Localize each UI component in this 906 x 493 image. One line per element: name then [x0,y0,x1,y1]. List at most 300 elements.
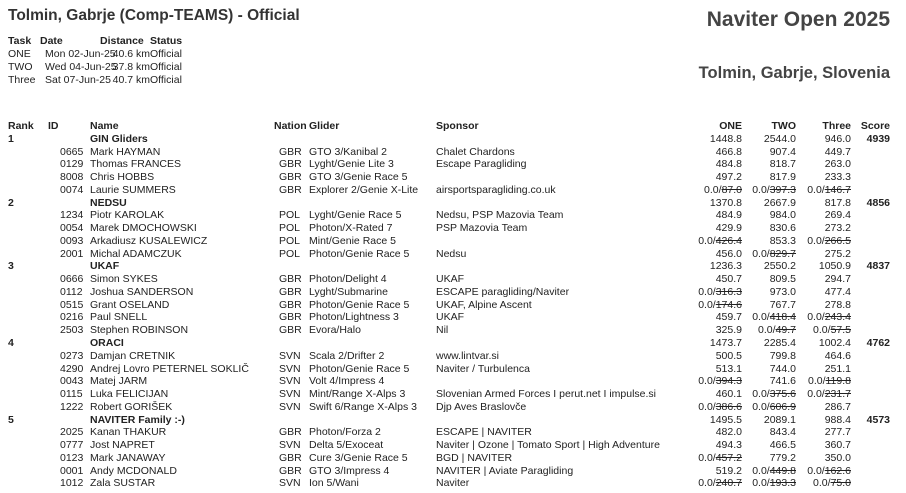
team-score: 4573 [866,413,890,426]
pilot-task-two-discarded: 375.6 [769,388,796,401]
pilot-task-two-discarded: 449.8 [769,464,796,477]
pilot-nation: GBR [279,145,302,158]
pilot-task-two [770,452,796,465]
pilot-row [0,324,906,337]
pilot-task-three [825,158,851,171]
pilot-row [0,363,906,376]
pilot-name: Andy MCDONALD [90,464,177,477]
pilot-task-three-value: 464.6 [824,349,851,362]
task-distance: 40.6 km [112,48,150,60]
pilot-sponsor: Slovenian Armed Forces I perut.net I impulse.si [436,388,657,401]
pilot-sponsor: Nedsu, PSP Mazovia Team [436,209,564,222]
team-rank: 3 [8,260,14,273]
pilot-task-two-value: 0.0/ [752,477,770,490]
pilot-glider: Cure 3/Genie Race 5 [309,451,408,464]
pilot-task-two-value: 984.0 [769,209,796,222]
pilot-name: Joshua SANDERSON [90,285,194,298]
pilot-nation: SVN [279,362,301,375]
team-rank: 4 [8,337,14,350]
pilot-task-three [807,311,851,324]
pilot-nation: GBR [279,273,302,286]
pilot-name: Stephen ROBINSON [90,324,189,337]
pilot-task-one [716,222,742,235]
pilot-row [0,286,906,299]
pilot-row [0,311,906,324]
pilot-task-two [770,273,796,286]
header-sponsor: Sponsor [436,120,479,132]
pilot-row [0,388,906,401]
pilot-task-two-value: 744.0 [769,362,796,375]
pilot-sponsor: Naviter [436,477,470,490]
team-name: ORACI [90,337,124,350]
pilot-id: 0273 [60,349,84,362]
pilot-task-one [698,477,742,490]
pilot-row [0,184,906,197]
pilot-task-two-value: 0.0/ [752,400,770,413]
pilot-row [0,299,906,312]
pilot-task-two-value: 799.8 [769,349,796,362]
pilot-nation: GBR [279,324,302,337]
pilot-id: 1222 [60,400,84,413]
pilot-task-one-discarded: 174.6 [715,298,742,311]
pilot-task-two [770,209,796,222]
task-task: TWO [8,61,33,73]
pilot-id: 0054 [60,222,84,235]
pilot-glider: Evora/Halo [309,324,361,337]
competition-name: Naviter Open 2025 [706,8,890,31]
pilot-nation: SVN [279,349,301,362]
pilot-nation: POL [279,222,301,235]
team-task-two: 2285.4 [763,337,796,350]
pilot-task-one [716,273,742,286]
pilot-nation: POL [279,247,301,260]
pilot-task-three-discarded: 146.7 [824,183,851,196]
pilot-nation: GBR [279,311,302,324]
pilot-glider: Photon/Genie Race 5 [309,362,410,375]
pilot-task-two [770,299,796,312]
pilot-task-three [825,286,851,299]
pilot-glider: Volt 4/Impress 4 [309,375,385,388]
pilot-task-one [698,401,742,414]
pilot-task-one-discarded: 240.7 [715,477,742,490]
pilot-task-two [770,171,796,184]
pilot-task-three-value: 0.0/ [807,375,826,388]
pilot-task-three [825,273,851,286]
pilot-nation: POL [279,209,301,222]
pilot-task-one-value: 456.0 [715,247,742,260]
pilot-task-three-value: 0.0/ [813,477,831,490]
team-row [0,260,906,273]
task-date: Mon 02-Jun-25 [45,48,116,60]
pilot-sponsor: Naviter | Ozone | Tomato Sport | High Adventure [436,439,660,452]
pilot-row [0,146,906,159]
pilot-task-one [716,171,742,184]
team-task-one: 1370.8 [709,196,742,209]
pilot-id: 0115 [60,388,83,401]
pilot-glider: Swift 6/Range X-Alps 3 [309,400,417,413]
pilot-task-one-value: 429.9 [715,222,742,235]
pilot-name: Chris HOBBS [90,171,155,184]
pilot-task-three-discarded: 75.0 [830,477,851,490]
pilot-task-one [716,363,742,376]
team-row [0,197,906,210]
pilot-row [0,465,906,478]
pilot-name: Matej JARM [90,375,148,388]
pilot-task-three [807,235,851,248]
team-task-three: 946.0 [824,132,851,145]
pilot-task-three-discarded: 162.6 [824,464,851,477]
pilot-task-one [716,465,742,478]
pilot-sponsor: airsportsparagliding.co.uk [436,183,556,196]
pilot-task-one [716,158,742,171]
pilot-sponsor: Djp Aves Braslovče [436,400,527,413]
pilot-row [0,375,906,388]
pilot-task-three-value: 350.0 [824,451,851,464]
pilot-task-two [752,401,796,414]
pilot-task-two [770,235,796,248]
pilot-row [0,477,906,490]
pilot-row [0,439,906,452]
pilot-nation: GBR [279,158,302,171]
pilot-task-three [813,324,851,337]
pilot-id: 1234 [60,209,84,222]
pilot-id: 0112 [60,285,83,298]
pilot-glider: Lyght/Submarine [309,285,388,298]
pilot-task-one-discarded: 87.0 [721,183,742,196]
pilot-glider: Explorer 2/Genie X-Lite [309,183,419,196]
pilot-task-one [716,426,742,439]
pilot-nation: GBR [279,426,302,439]
pilot-row [0,222,906,235]
task-task: ONE [8,48,31,60]
pilot-id: 0666 [60,273,84,286]
task-distance: 40.7 km [112,74,150,86]
pilot-sponsor: BGD | NAVITER [436,451,513,464]
pilot-task-two [758,324,796,337]
pilot-task-one-discarded: 394.3 [715,375,742,388]
pilot-id: 0123 [60,451,84,464]
pilot-task-three-discarded: 119.8 [825,375,851,388]
pilot-task-three [825,452,851,465]
team-rank: 2 [8,196,14,209]
pilot-task-one [698,299,742,312]
pilot-sponsor: ESCAPE | NAVITER [436,426,532,439]
pilot-name: Mark HAYMAN [90,145,161,158]
team-task-one: 1448.8 [709,132,742,145]
pilot-task-three-value: 449.7 [824,145,851,158]
pilot-task-one-value: 459.7 [715,311,742,324]
pilot-glider: GTO 3/Kanibal 2 [309,145,388,158]
pilot-glider: GTO 3/Impress 4 [309,464,390,477]
pilot-task-one-value: 484.8 [715,158,742,171]
pilot-row [0,350,906,363]
pilot-task-two-value: 830.6 [769,222,796,235]
pilot-nation: SVN [279,477,301,490]
pilot-nation: GBR [279,285,302,298]
pilot-task-one [698,235,742,248]
pilot-name: Zala SUSTAR [90,477,156,490]
pilot-row [0,235,906,248]
pilot-task-three-value: 278.8 [824,298,851,311]
pilot-glider: Scala 2/Drifter 2 [309,349,385,362]
pilot-task-one-value: 500.5 [715,349,742,362]
pilot-task-three [825,426,851,439]
pilot-sponsor: NAVITER | Aviate Paragliding [436,464,574,477]
pilot-name: Michal ADAMCZUK [90,247,182,260]
pilot-task-three [807,388,851,401]
pilot-task-two-value: 0.0/ [752,388,770,401]
pilot-task-one-value: 0.0/ [698,477,716,490]
pilot-task-one [698,286,742,299]
pilot-task-one [716,209,742,222]
pilot-task-two-discarded: 397.3 [769,183,796,196]
pilot-task-three-value: 233.3 [824,171,851,184]
pilot-task-three [825,171,851,184]
team-name: UKAF [90,260,120,273]
pilot-task-three-discarded: 57.5 [830,324,851,337]
pilot-glider: Photon/Delight 4 [309,273,387,286]
pilot-task-one-value: 0.0/ [698,375,716,388]
team-rank: 5 [8,413,14,426]
pilot-task-two [752,311,796,324]
pilot-id: 8008 [60,171,84,184]
team-task-one: 1236.3 [709,260,742,273]
pilot-task-three-value: 263.0 [824,158,851,171]
pilot-task-two-value: 809.5 [769,273,796,286]
pilot-task-one [716,248,742,261]
pilot-glider: Delta 5/Exoceat [309,439,384,452]
pilot-id: 0216 [60,311,84,324]
pilot-id: 0777 [60,439,84,452]
pilot-id: 2025 [60,426,84,439]
pilot-task-two-value: 843.4 [769,426,796,439]
pilot-task-two-discarded: 829.7 [769,247,796,260]
pilot-task-one-value: 0.0/ [698,451,716,464]
pilot-task-one-value: 513.1 [715,362,742,375]
pilot-task-three-value: 0.0/ [807,464,825,477]
pilot-task-one-discarded: 426.4 [715,234,742,247]
pilot-sponsor: www.lintvar.si [436,349,500,362]
pilot-task-two [752,465,796,478]
pilot-row [0,426,906,439]
pilot-task-three [825,350,851,363]
pilot-task-one [716,324,742,337]
pilot-row [0,401,906,414]
pilot-task-two-value: 853.3 [769,234,796,247]
team-task-three: 1050.9 [818,260,851,273]
pilot-id: 0129 [60,158,84,171]
task-header-task: Task [8,35,32,47]
header-score: Score [860,120,890,132]
pilot-name: Andrej Lovro PETERNEL SOKLIČ [90,362,249,375]
pilot-task-two-value: 0.0/ [752,247,770,260]
pilot-task-three [825,401,851,414]
pilot-id: 1012 [60,477,84,490]
pilot-sponsor: UKAF, Alpine Ascent [436,298,532,311]
pilot-task-one-value: 0.0/ [704,183,722,196]
pilot-task-two-value: 0.0/ [752,311,770,324]
pilot-name: Marek DMOCHOWSKI [90,222,197,235]
team-row [0,133,906,146]
pilot-row [0,158,906,171]
pilot-task-three [825,222,851,235]
pilot-task-two [770,439,796,452]
task-status: Official [150,48,182,60]
pilot-task-three-value: 0.0/ [807,311,825,324]
pilot-task-three-value: 0.0/ [807,388,825,401]
pilot-task-two-value: 0.0/ [758,324,776,337]
pilot-task-two [770,363,796,376]
pilot-name: Luka FELICIJAN [90,388,169,401]
pilot-task-two-value: 0.0/ [752,183,770,196]
pilot-task-two-value: 767.7 [769,298,796,311]
pilot-task-three-value: 277.7 [824,426,851,439]
pilot-glider: Lyght/Genie Lite 3 [309,158,394,171]
page-title: Tolmin, Gabrje (Comp-TEAMS) - Official [8,7,300,24]
pilot-id: 0001 [60,464,84,477]
pilot-task-one-value: 0.0/ [698,298,716,311]
pilot-glider: Mint/Genie Race 5 [309,234,396,247]
pilot-task-one-value: 482.0 [715,426,742,439]
pilot-task-three-value: 286.7 [824,400,851,413]
pilot-nation: GBR [279,451,302,464]
team-task-one: 1473.7 [709,337,742,350]
pilot-task-one-value: 0.0/ [698,400,716,413]
pilot-task-one [698,375,742,388]
task-status: Official [150,61,182,73]
pilot-task-two [770,146,796,159]
task-header-distance: Distance [100,35,144,47]
pilot-task-two [770,158,796,171]
pilot-task-two-value: 779.2 [769,451,796,464]
pilot-name: Damjan CRETNIK [90,349,176,362]
pilot-sponsor: Nil [436,324,449,337]
pilot-task-one-value: 519.2 [715,464,742,477]
pilot-task-two-value: 973.0 [769,285,796,298]
pilot-task-three-value: 0.0/ [813,324,831,337]
pilot-task-three-value: 269.4 [824,209,851,222]
team-rank: 1 [8,132,14,145]
team-row [0,414,906,427]
pilot-task-three [825,439,851,452]
pilot-task-two-value: 0.0/ [752,464,770,477]
pilot-task-three-value: 294.7 [824,273,851,286]
pilot-task-two-value: 817.9 [769,171,796,184]
pilot-name: Piotr KAROLAK [90,209,165,222]
pilot-task-two [752,184,796,197]
pilot-task-two [752,388,796,401]
pilot-task-three-discarded: 243.4 [824,311,851,324]
header-nation: Nation [274,120,307,132]
pilot-task-two-discarded: 606.9 [769,400,796,413]
pilot-nation: SVN [279,375,301,388]
pilot-task-two-discarded: 193.3 [769,477,796,490]
pilot-name: Paul SNELL [90,311,148,324]
pilot-glider: Photon/Genie Race 5 [309,298,410,311]
pilot-row [0,209,906,222]
pilot-task-one-value: 497.2 [715,171,742,184]
header-three: Three [822,120,851,132]
pilot-row [0,171,906,184]
pilot-task-two [770,350,796,363]
pilot-name: Laurie SUMMERS [90,183,176,196]
pilot-task-two-value: 907.4 [769,145,796,158]
pilot-task-three [813,477,851,490]
pilot-id: 0043 [60,375,84,388]
pilot-task-one [704,184,742,197]
pilot-glider: Lyght/Genie Race 5 [309,209,402,222]
pilot-name: Simon SYKES [90,273,158,286]
pilot-task-two-value: 818.7 [769,158,796,171]
team-name: NAVITER Family :-) [90,413,185,426]
pilot-glider: Ion 5/Wani [309,477,359,490]
pilot-task-two-value: 466.5 [769,439,796,452]
results-table [0,120,906,490]
pilot-task-three-value: 360.7 [824,439,851,452]
pilot-task-three-value: 477.4 [824,285,851,298]
pilot-nation: GBR [279,183,302,196]
pilot-glider: Photon/Genie Race 5 [309,247,410,260]
pilot-row [0,273,906,286]
pilot-sponsor: UKAF [436,273,465,286]
pilot-sponsor: PSP Mazovia Team [436,222,528,235]
pilot-task-one [716,146,742,159]
pilot-task-three [825,299,851,312]
pilot-task-one-value: 325.9 [715,324,742,337]
pilot-sponsor: ESCAPE paragliding/Naviter [436,285,570,298]
pilot-task-one [698,452,742,465]
pilot-task-three-value: 0.0/ [807,234,825,247]
task-distance: 37.8 km [112,61,150,73]
pilot-glider: Mint/Range X-Alps 3 [309,388,406,401]
pilot-task-three-value: 275.2 [824,247,851,260]
pilot-name: Robert GORIŠEK [90,400,173,413]
team-task-three: 988.4 [824,413,851,426]
task-header-status: Status [150,35,183,47]
pilot-name: Kanan THAKUR [90,426,167,439]
pilot-task-three-discarded: 266.5 [824,234,851,247]
pilot-task-one-value: 0.0/ [698,234,716,247]
pilot-name: Thomas FRANCES [90,158,182,171]
pilot-task-two-value: 741.6 [769,375,796,388]
pilot-id: 0665 [60,145,84,158]
pilot-task-one-discarded: 316.3 [715,285,742,298]
task-date: Sat 07-Jun-25 [45,74,111,86]
pilot-sponsor: Chalet Chardons [436,145,515,158]
pilot-task-one [716,439,742,452]
pilot-task-two [770,426,796,439]
pilot-row [0,248,906,261]
team-task-one: 1495.5 [709,413,742,426]
team-score: 4939 [866,132,890,145]
header-rank: Rank [8,120,34,132]
team-task-two: 2544.0 [763,132,796,145]
pilot-task-three [825,248,851,261]
task-task: Three [8,74,36,86]
team-name: NEDSU [90,196,127,209]
pilot-nation: SVN [279,439,301,452]
pilot-glider: Photon/X-Rated 7 [309,222,393,235]
pilot-task-two [752,248,796,261]
team-score: 4837 [866,260,890,273]
pilot-task-one-value: 460.1 [715,388,742,401]
task-header-date: Date [40,35,63,47]
header-one: ONE [719,120,742,132]
pilot-task-three-discarded: 231.7 [824,388,851,401]
team-score: 4762 [866,337,890,350]
pilot-task-one-discarded: 386.6 [715,400,742,413]
pilot-task-one [716,388,742,401]
